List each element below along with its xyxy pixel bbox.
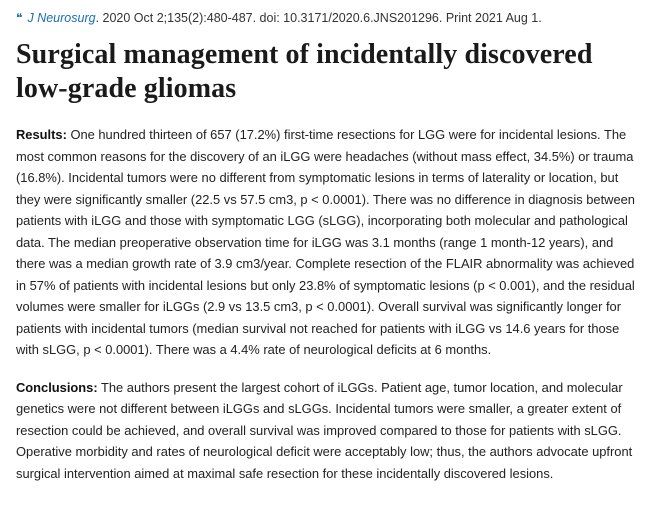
abstract-conclusions-text: The authors present the largest cohort of iLGGs. Patient age, tumor location, and molecular genetics were not different between iLGGs and sLGGs. Incidental tumors were smaller, a greater extent of resection could be achieved, and overall survival was improved compared to those for patients with sLGG. Operative morbidity and rates of neurological deficit were acceptably low; thus, the authors advocate upfront surgical intervention aimed at maximal safe resection for these incidentally discovered lesions. bbox=[16, 379, 633, 481]
page-title: Surgical management of incidentally discovered low-grade gliomas bbox=[16, 39, 593, 104]
abstract-conclusions-label: Conclusions: bbox=[16, 379, 98, 395]
quote-icon: ❝ bbox=[16, 11, 23, 25]
abstract-results-label: Results: bbox=[16, 127, 67, 142]
abstract-conclusions bbox=[16, 377, 637, 485]
abstract-results bbox=[16, 124, 637, 361]
citation-details: . 2020 Oct 2;135(2):480-487. doi: 10.3171/2020.6.JNS201296. Print 2021 Aug 1. bbox=[95, 11, 542, 25]
citation bbox=[16, 10, 637, 26]
journal-link[interactable]: J Neurosurg bbox=[27, 11, 96, 25]
abstract-results-text: One hundred thirteen of 657 (17.2%) first-time resections for LGG were for incidental lesions. The most common reasons for the discovery of an iLGG were headaches (without mass effect, 34.5%) or trauma (16.8%). Incidental tumors were no different from symptomatic lesions in terms of laterality or location, but they were significantly smaller (22.5 vs 57.5 cm3, p < 0.0001). There was no difference in diagnosis between patients with iLGG and those with symptomatic LGG (sLGG), incorporating both molecular and pathological data. The median preoperative observation time for iLGG was 3.1 months (range 1 month-12 years), and there was a median growth rate of 3.9 cm3/year. Complete resection of the FLAIR abnormality was achieved in 57% of patients with incidental lesions but only 23.8% of symptomatic lesions (p < 0.001), and the residual volumes were smaller for iLGGs (2.9 vs 13.5 cm3, p < 0.0001). Overall survival was significantly longer for patients with incidental tumors (median survival not reached for patients with iLGG vs 14.6 years for those with sLGG, p < 0.0001). There was a 4.4% rate of neurological deficits at 6 months. bbox=[16, 127, 635, 357]
